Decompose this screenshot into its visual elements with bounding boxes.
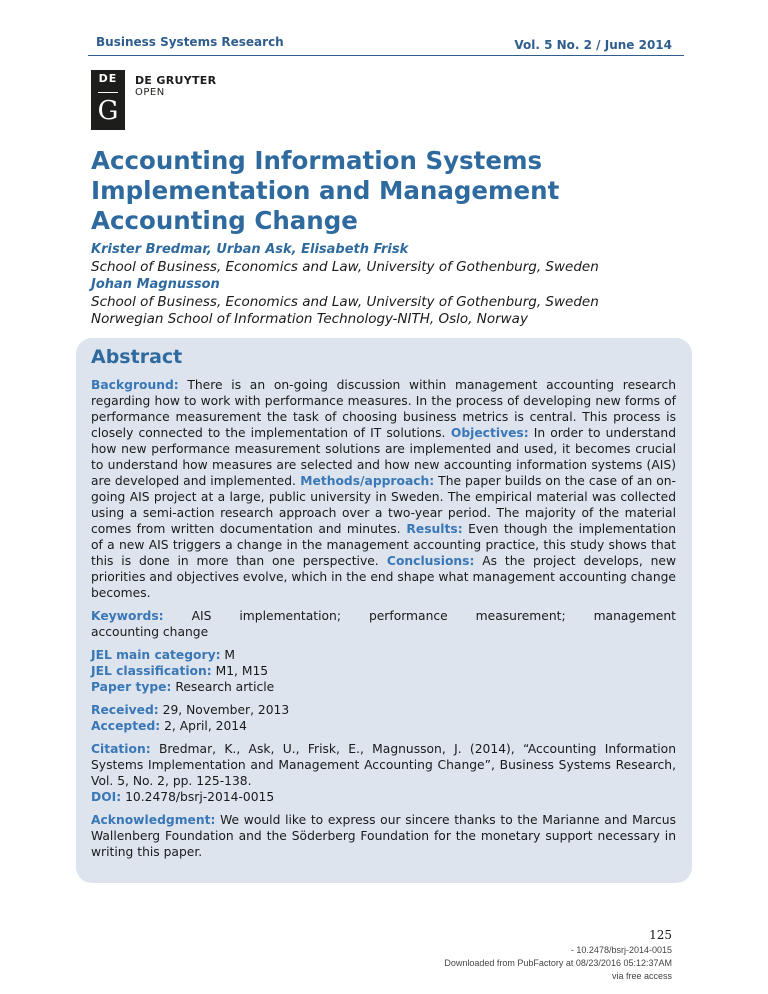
- de-gruyter-logo-icon: [91, 70, 125, 130]
- article-title: Accounting Information Systems Implementation and Management Accounting Change: [91, 146, 560, 235]
- footer-doi: - 10.2478/bsrj-2014-0015: [570, 945, 672, 955]
- logo-mark-letter: G: [97, 96, 119, 126]
- publisher-sub: OPEN: [135, 87, 165, 98]
- background-text: There is an on-going discussion within management accounting research regarding how to work with performance measures. In the process of developing new forms of performance measurement the task of choosing business metrics is central. This process is closely connected to the implementation of IT solutions.: [91, 378, 676, 440]
- abstract-body: [91, 377, 676, 601]
- objectives-text: In order to understand how new performance measurement solutions are implemented and used, it becomes crucial to understand how measures are selected and how new accounting information systems (AIS) are developed and implemented.: [91, 426, 676, 488]
- citation-text: Bredmar, K., Ask, U., Frisk, E., Magnusson, J. (2014), “Accounting Information Systems Implementation and Management Accounting Change”, Business Systems Research, Vol. 5, No. 2, pp. 125-138.: [91, 742, 676, 788]
- keywords-line-2: accounting change: [91, 625, 209, 639]
- footer-download: Downloaded from PubFactory at 08/23/2016 05:12:37AM: [444, 958, 672, 968]
- keywords-label: Keywords:: [91, 609, 164, 623]
- objectives-label: Objectives:: [445, 426, 529, 440]
- affiliation-2b: Norwegian School of Information Technology-NITH, Oslo, Norway: [91, 311, 528, 327]
- header-rule: [88, 55, 684, 56]
- doi-label: DOI:: [91, 790, 122, 804]
- keyword-word: implementation;: [239, 609, 341, 623]
- conclusions-label: Conclusions:: [378, 554, 475, 568]
- keyword-word: AIS: [191, 609, 212, 623]
- volume-info: Vol. 5 No. 2 / June 2014: [514, 38, 672, 52]
- footer-access: via free access: [611, 971, 672, 981]
- logo-divider: [98, 92, 118, 93]
- results-label: Results:: [400, 522, 463, 536]
- abstract-heading: Abstract: [91, 346, 183, 368]
- authors-block: [91, 241, 681, 329]
- accepted-value: 2, April, 2014: [160, 719, 247, 733]
- jel-info: [91, 647, 676, 695]
- author-group-1: Krister Bredmar, Urban Ask, Elisabeth Frisk: [91, 242, 409, 257]
- ack-label: Acknowledgment:: [91, 813, 216, 827]
- paper-type-label: Paper type:: [91, 680, 172, 694]
- ack-text: We would like to express our sincere thanks to the Marianne and Marcus Wallenberg Foundation and the Söderberg Foundation for the monetary support necessary in writing this paper.: [91, 813, 676, 859]
- received-label: Received:: [91, 703, 159, 717]
- abstract-content: [91, 345, 676, 867]
- keywords: [91, 608, 676, 640]
- accepted-label: Accepted:: [91, 719, 161, 733]
- results-text: Even though the implementation of a new AIS triggers a change in the management accounting practice, this study shows that this is done in more than one perspective.: [91, 522, 676, 568]
- citation: [91, 741, 676, 805]
- journal-name: Business Systems Research: [96, 35, 284, 49]
- keyword-word: management: [593, 609, 676, 623]
- citation-label: Citation:: [91, 742, 151, 756]
- acknowledgment: [91, 812, 676, 860]
- jel-class-label: JEL classification:: [91, 664, 212, 678]
- jel-main-label: JEL main category:: [91, 648, 221, 662]
- paper-type-value: Research article: [171, 680, 275, 694]
- publisher-name: DE GRUYTER: [135, 74, 217, 87]
- keyword-word: performance: [368, 609, 448, 623]
- logo-mark-top: DE: [98, 72, 118, 85]
- affiliation-2a: School of Business, Economics and Law, University of Gothenburg, Sweden: [91, 293, 599, 310]
- author-group-2: Johan Magnusson: [91, 277, 220, 292]
- methods-text: The paper builds on the case of an on-going AIS project at a large, public university in Sweden. The empirical material was collected using a semi-action research approach over a two-year period. The majority of the material comes from written documentation and minutes.: [91, 474, 676, 536]
- page-number: 125: [649, 928, 672, 942]
- keywords-line-1: [91, 608, 676, 624]
- keyword-word: measurement;: [475, 609, 566, 623]
- methods-label: Methods/approach:: [295, 474, 435, 488]
- doi-value: 10.2478/bsrj-2014-0015: [121, 790, 275, 804]
- jel-main-value: M: [220, 648, 236, 662]
- jel-class-value: M1, M15: [211, 664, 269, 678]
- affiliation-1: School of Business, Economics and Law, University of Gothenburg, Sweden: [91, 258, 599, 275]
- received-value: 29, November, 2013: [158, 703, 290, 717]
- conclusions-text: As the project develops, new priorities and objectives evolve, which in the end shape what management accounting change becomes.: [91, 554, 677, 600]
- background-label: Background:: [91, 378, 179, 392]
- dates: [91, 702, 676, 734]
